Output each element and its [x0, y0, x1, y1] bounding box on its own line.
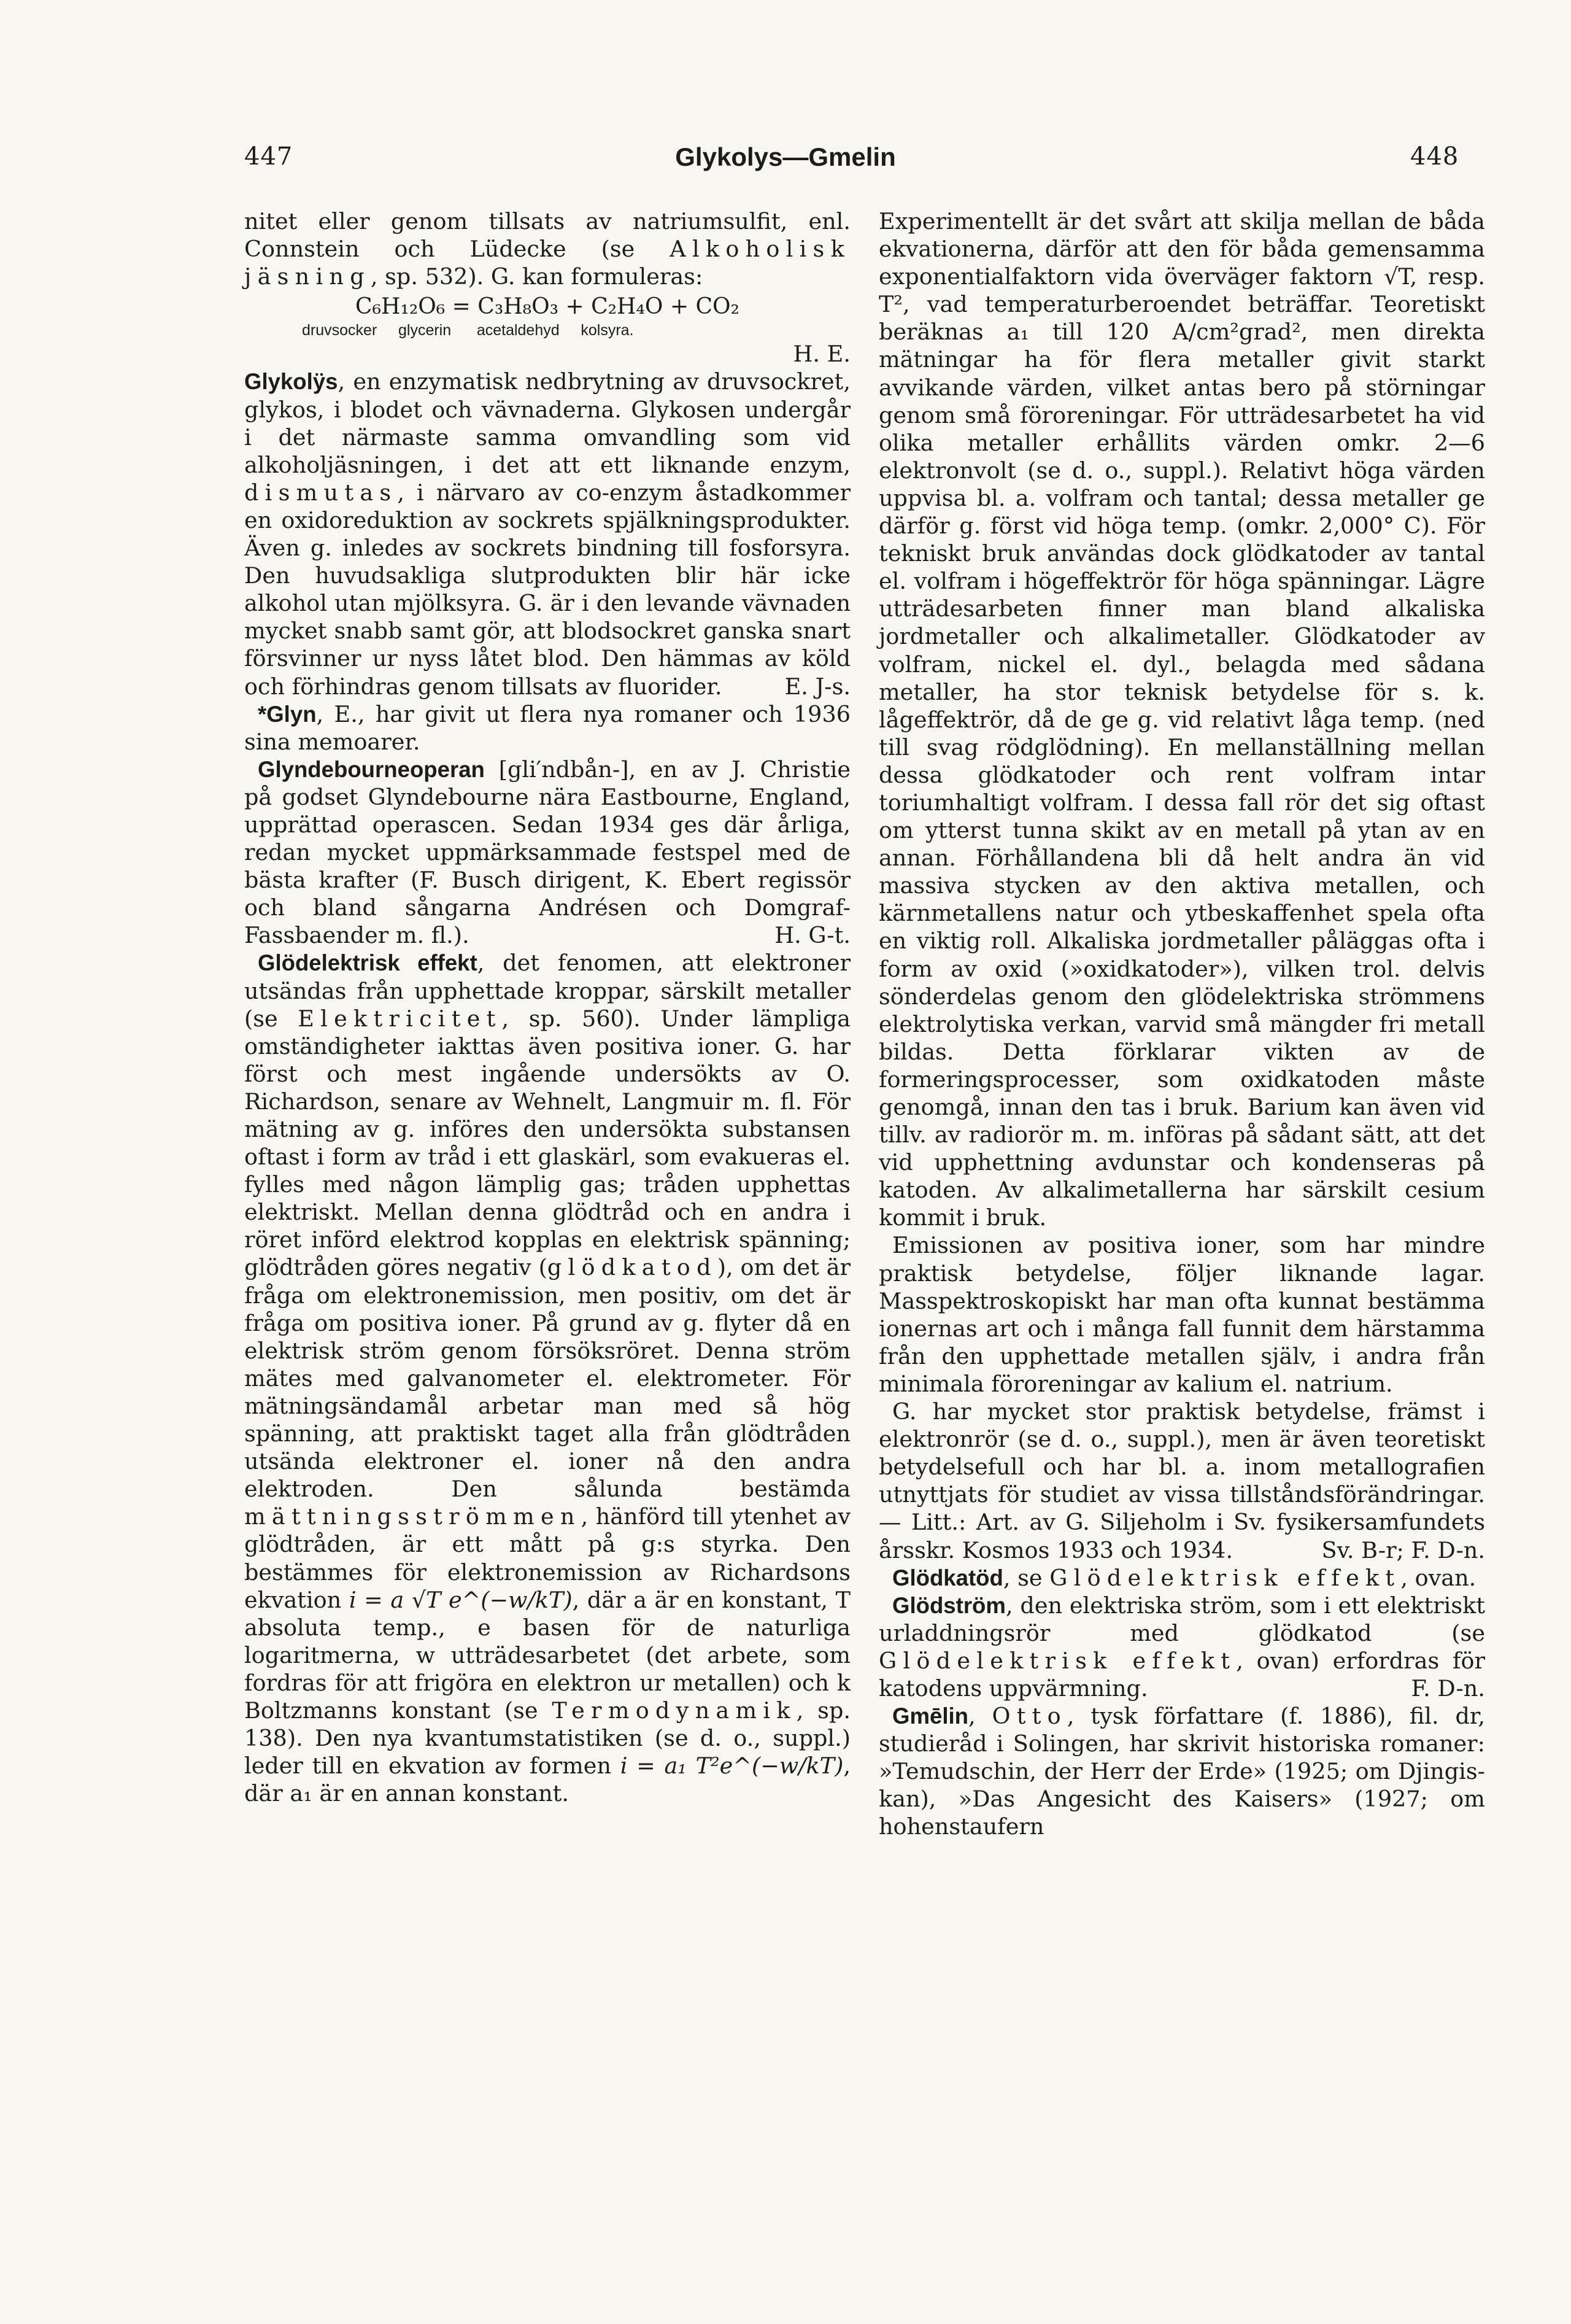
headword: Glödkatöd [892, 1565, 1003, 1590]
column-left [244, 207, 851, 1807]
entry-glyndebourneoperan: Glyndebourneoperan [gli′ndbån-], en av J. Christie på godset Glyndebourne nära Eastbourne, England, upprättad operascen. Sedan 1934 ges där årliga, redan mycket uppmärksammade festspel med de bästa krafter (F. Busch dirigent, K. Ebert regissör och bland sångarna Andrésen och Domgraf-Fassbaender m. fl.). H. G-t. [244, 756, 851, 949]
emphasized-term: glödkatod [547, 1254, 717, 1281]
signature: E. J-s. [784, 673, 851, 700]
emphasized-term: mättningsströmmen [244, 1503, 581, 1530]
signature: H. G-t. [774, 922, 851, 949]
chemical-formula: C₆H₁₂O₆ = C₃H₈O₃ + C₂H₄O + CO₂ [355, 294, 739, 320]
equation: i = a₁ T²e^(−w/kT) [620, 1753, 844, 1780]
signature: Sv. B-r; F. D-n. [1321, 1536, 1485, 1563]
page-number-left: 447 [244, 142, 293, 171]
headword: Gmēlin [892, 1703, 968, 1729]
emphasized-term: Otto [992, 1703, 1067, 1730]
headword: Glykolÿs [244, 369, 338, 395]
headword: Glödström [892, 1592, 1006, 1618]
cross-reference[interactable]: Glödelektrisk effekt [879, 1647, 1237, 1674]
entry-gmelin: Gmēlin, Otto, tysk författare (f. 1886), fil. dr, studieråd i Solingen, har skrivit historiska romaner: »Temudschin, der Herr der Erde» (1925; om Djingis-kan), »Das Angesicht des Kaisers» (1927; om hohenstaufern [879, 1703, 1485, 1840]
entry-glykolys: Glykolÿs, en enzymatisk nedbrytning av druvsockret, glykos, i blodet och vävnaderna. Glykosen undergår i det närmaste samma omvandling som vid alkoholjäsningen, i det att ett liknande enzym, dismutas, i närvaro av co-enzym åstadkommer en oxidoreduktion av sockrets spjälkningsprodukter. Även g. inledes av sockrets bindning till fosforsyra. Den huvudsakliga slutprodukten blir här icke alkohol utan mjölksyra. G. är i den levande vävnaden mycket snabb samt gör, att blodsockret ganska snart försvinner ur nyss låtet blod. Den hämmas av köld och förhindras genom tillsats av fluorider. E. J-s. [244, 368, 851, 700]
entry-glyn: *Glyn, E., har givit ut flera nya romaner och 1936 sina memoarer. [244, 700, 851, 755]
cross-reference[interactable]: Glödelektrisk effekt [1049, 1564, 1401, 1591]
signature: F. D-n. [1411, 1675, 1485, 1702]
paragraph: Experimentellt är det svårt att skilja mellan de båda ekvationerna, därför att den för båda gemensamma exponentialfaktorn vida överväger faktorn √T, resp. T², vad temperaturberoendet beträffar. Teoretiskt beräknas a₁ till 120 A/cm²grad², men direkta mätningar ha för flera metaller givit starkt avvikande värden, vilket antas bero på störningar genom små föroreningar. För utträdesarbetet ha vid olika metaller erhållits värden omkr. 2—6 elektronvolt (se d. o., suppl.). Relativt höga värden uppvisa bl. a. volfram och tantal; dessa metaller ge därför g. först vid höga temp. (omkr. 2,000° C). För tekniskt bruk användas dock glödkatoder av tantal el. volfram i högeffektrör för höga spänningar. Lägre utträdesarbeten finner man bland alkaliska jordmetaller och alkalimetaller. Glödkatoder av volfram, nickel el. dyl., belagda med sådana metaller, ha stor teknisk betydelse för s. k. lågeffektrör, då de ge g. vid relativt låga temp. (ned till svag rödglödning). En mellanställning mellan dessa glödkatoder och rent volfram intar toriumhaltigt volfram. I dessa fall rör det sig oftast om ytterst tunna skikt av en metall på ytan av en annan. Förhållandena bli då helt andra än vid massiva stycken av den aktiva metallen, och kärnmetallens natur och ytbeskaffenhet spela ofta en viktig roll. Alkaliska jordmetaller påläggas ofta i form av oxid (»oxidkatoder»), vilken trol. delvis sönderdelas genom den glödelektriska strömmens elektrolytiska verkan, varvid små mängder fri metall bildas. Detta förklarar vikten av de formeringsprocesser, som oxidkatoden måste genomgå, innan den tas i bruk. Barium kan även vid tillv. av radiorör m. m. införas på sådant sätt, att det vid upphettning avdunstar och kondenseras på katoden. Av alkalimetallerna har särskilt cesium kommit i bruk. [879, 208, 1485, 1231]
equation: i = a √T e^(−w/kT) [349, 1586, 573, 1613]
headword: Glyndebourneoperan [258, 756, 485, 782]
emphasized-term: dismutas [244, 479, 398, 506]
running-title: Glykolys—Gmelin [675, 142, 896, 171]
cross-reference[interactable]: Elektricitet [298, 1005, 502, 1032]
entry-glodelektrisk-effekt: Glödelektrisk effekt, det fenomen, att elektroner utsändas från upphettade kroppar, särskilt metaller (se Elektricitet, sp. 560). Under lämpliga omständigheter iakttas även positiva ioner. G. har först och mest ingående undersökts av O. Richardson, senare av Wehnelt, Langmuir m. fl. För mätning av g. införes den undersökta substansen oftast i form av tråd i ett glaskärl, som evakueras el. fylles med någon lämplig gas; tråden upphettas elektriskt. Mellan denna glödtråd och en andra i röret införd elektrod kopplas en elektrisk spänning; glödtråden göres negativ (glödkatod), om det är fråga om elektronemission, men positiv, om det är fråga om positiva ioner. På grund av g. flyter då en elektrisk ström genom försöksröret. Denna ström mätes med galvanometer el. elektrometer. För mätningsändamål arbetar man med så hög spänning, att praktiskt taget alla från glödtråden utsända elektroner el. ioner nå den andra elektroden. Den sålunda bestämda mättningsströmmen, hänförd till ytenhet av glödtråden, är ett mått på g:s styrka. Den bestämmes för elektronemission av Richardsons ekvation i = a √T e^(−w/kT), där a är en konstant, T absoluta temp., e basen för de naturliga logaritmerna, w utträdesarbetet (det arbete, som fordras för att frigöra en elektron ur metallen) och k Boltzmanns konstant (se Termodynamik, sp. 138). Den nya kvantumstatistiken (se d. o., suppl.) leder till en ekvation av formen i = a₁ T²e^(−w/kT), där a₁ är en annan konstant. [244, 950, 851, 1807]
page-number-right: 448 [1410, 142, 1459, 171]
formula-labels: druvsocker glycerin acetaldehyd kolsyra. [302, 322, 634, 339]
column-right [879, 207, 1485, 1841]
signature: H. E. [793, 341, 851, 368]
paragraph: G. har mycket stor praktisk betydelse, främst i elektronrör (se d. o., suppl.), men är även teoretiskt betydelsefull och har bl. a. inom metallografien utnyttjats för studiet av vissa tillståndsförändringar. — Litt.: Art. av G. Siljeholm i Sv. fysikersamfundets årsskr. Kosmos 1933 och 1934. Sv. B-r; F. D-n. [879, 1398, 1485, 1563]
headword: *Glyn [258, 701, 317, 727]
cross-reference[interactable]: Termodynamik [552, 1697, 797, 1724]
entry-alkoholisk-continuation: nitet eller genom tillsats av natriumsulfit, enl. Connstein och Lüdecke (se Alkoholisk jäsning, sp. 532). G. kan formuleras: [244, 208, 851, 290]
entry-glodstrom: Glödström, den elektriska ström, som i ett elektriskt urladdningsrör med glödkatod (se Glödelektrisk effekt, ovan) erfordras för katodens uppvärmning. F. D-n. [879, 1592, 1485, 1702]
running-header [0, 142, 1571, 179]
headword: Glödelektrisk effekt [258, 950, 477, 976]
entry-glodkatod: Glödkatöd, se Glödelektrisk effekt, ovan. [892, 1564, 1476, 1591]
cross-reference[interactable]: Alkoholisk jäsning [244, 236, 851, 290]
paragraph: Emissionen av positiva ioner, som har mindre praktisk betydelse, följer liknande lagar. Masspektroskopiskt har man ofta kunnat bestämma ionernas art och i många fall funnit dem härstamma från den upphettade metallen själv, i andra från minimala föroreningar av kalium el. natrium. [879, 1232, 1485, 1397]
